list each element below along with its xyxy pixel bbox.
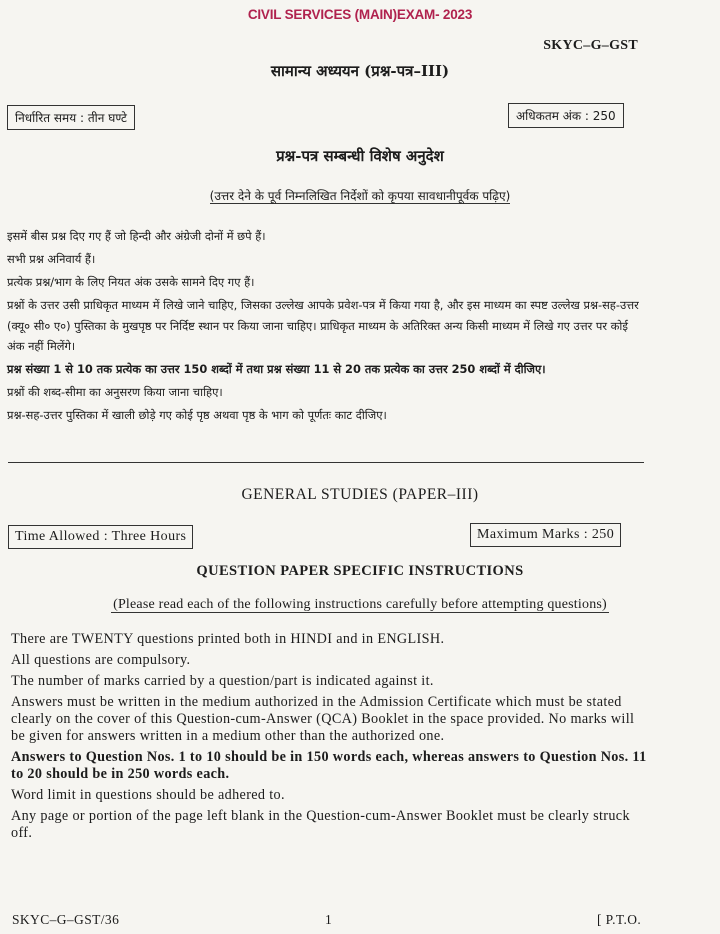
english-instruction-1: There are TWENTY questions printed both in HINDI and in ENGLISH. xyxy=(11,631,445,647)
english-instructions-heading: QUESTION PAPER SPECIFIC INSTRUCTIONS xyxy=(196,563,524,579)
english-instruction-5: Answers to Question Nos. 1 to 10 should be in 150 words each, whereas answers to Question Nos. 11 to 20 should be in 250 words each. xyxy=(11,749,647,782)
english-instruction-2: All questions are compulsory. xyxy=(11,652,191,668)
english-time-allowed-box: Time Allowed : Three Hours xyxy=(8,525,193,549)
hindi-instructions-note: (उत्तर देने के पूर्व निम्नलिखित निर्देशों को कृपया सावधानीपूर्वक पढ़िए) xyxy=(209,189,511,203)
hindi-time-allowed-box: निर्धारित समय : तीन घण्टे xyxy=(7,105,135,130)
page-number: 1 xyxy=(325,912,333,927)
section-divider xyxy=(8,462,644,463)
footer-code: SKYC–G–GST/36 xyxy=(12,912,120,927)
english-instruction-4: Answers must be written in the medium authorized in the Admission Certificate which must be stated clearly on the cover of this Question-cum-Answer (QCA) Booklet in the space provided. No marks will be given for answers written in a medium other than the authorized one. xyxy=(11,694,635,744)
exam-title: CIVIL SERVICES (MAIN)EXAM- 2023 xyxy=(247,7,473,22)
pto-label: [ P.T.O. xyxy=(597,912,642,927)
english-instruction-7: Any page or portion of the page left blank in the Question-cum-Answer Booklet must be clearly struck off. xyxy=(11,808,630,841)
hindi-instructions-list xyxy=(7,226,647,428)
hindi-max-marks-box: अधिकतम अंक : 250 xyxy=(508,103,624,128)
english-max-marks-box: Maximum Marks : 250 xyxy=(470,523,621,547)
paper-code: SKYC–G–GST xyxy=(543,38,638,53)
hindi-instructions-heading: प्रश्न-पत्र सम्बन्धी विशेष अनुदेश xyxy=(276,147,444,165)
hindi-instruction-3: प्रत्येक प्रश्न/भाग के लिए नियत अंक उसके सामने दिए गए हैं। xyxy=(7,275,255,289)
hindi-paper-title: सामान्य अध्ययन (प्रश्न-पत्र–III) xyxy=(270,62,450,80)
english-instructions-note: (Please read each of the following instructions carefully before attempting questions) xyxy=(113,597,607,612)
hindi-instruction-6: प्रश्नों की शब्द-सीमा का अनुसरण किया जाना चाहिए। xyxy=(7,385,223,399)
english-instruction-6: Word limit in questions should be adhered to. xyxy=(11,787,285,803)
hindi-instruction-7: प्रश्न-सह-उत्तर पुस्तिका में खाली छोड़े गए कोई पृष्ठ अथवा पृष्ठ के भाग को पूर्णतः काट दीजिए। xyxy=(7,408,387,422)
english-paper-title: GENERAL STUDIES (PAPER–III) xyxy=(241,486,479,503)
hindi-instruction-1: इसमें बीस प्रश्न दिए गए हैं जो हिन्दी और अंग्रेजी दोनों में छपे हैं। xyxy=(7,229,266,243)
hindi-instruction-4: प्रश्नों के उत्तर उसी प्राधिकृत माध्यम में लिखे जाने चाहिए, जिसका उल्लेख आपके प्रवेश-पत्र में किया गया है, और इस माध्यम का स्पष्ट उल्लेख प्रश्न-सह-उत्तर (क्यू० सी० ए०) पुस्तिका के मुखपृष्ठ पर निर्दिष्ट स्थान पर किया जाना चाहिए। प्राधिकृत माध्यम के अतिरिक्त अन्य किसी माध्यम में लिखे गए उत्तर पर कोई अंक नहीं मिलेंगे। xyxy=(7,298,639,353)
hindi-instruction-2: सभी प्रश्न अनिवार्य हैं। xyxy=(7,252,96,266)
hindi-instruction-5: प्रश्न संख्या 1 से 10 तक प्रत्येक का उत्तर 150 शब्दों में तथा प्रश्न संख्या 11 से 20 तक प्रत्येक का उत्तर 250 शब्दों में दीजिए। xyxy=(7,362,546,376)
english-instructions-list xyxy=(11,631,647,846)
english-instruction-3: The number of marks carried by a question/part is indicated against it. xyxy=(11,673,434,689)
